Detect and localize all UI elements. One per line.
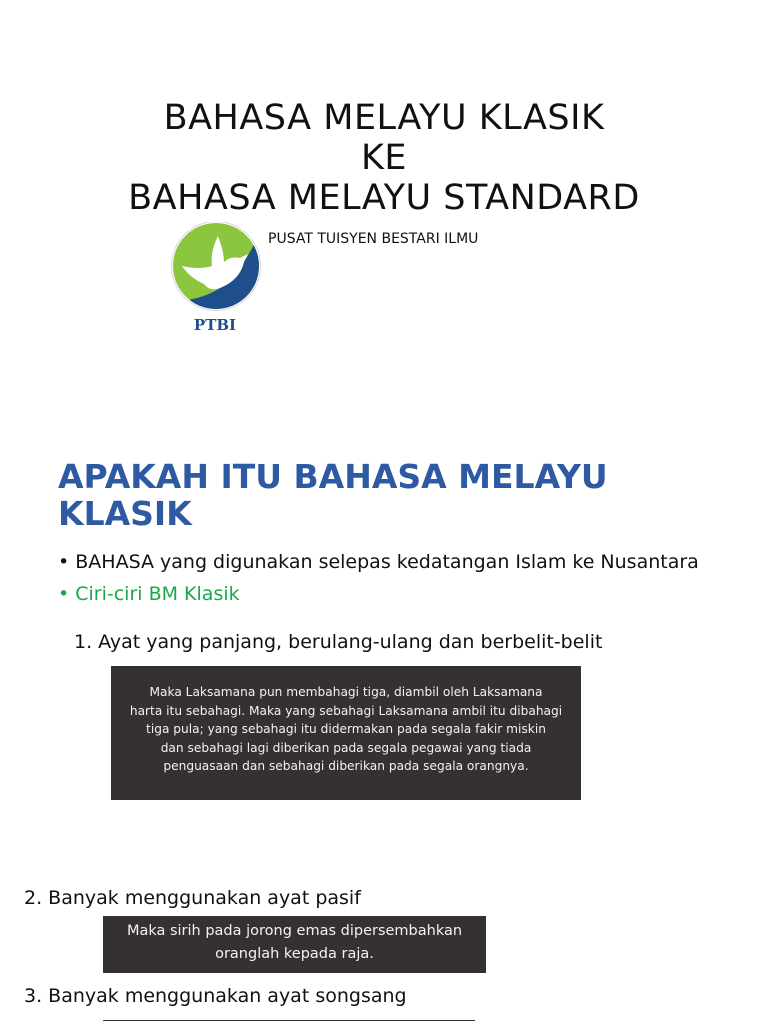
quote-box-2 bbox=[103, 916, 486, 973]
logo-text: PTBI bbox=[193, 316, 237, 334]
quote-2-line: oranglah kepada raja. bbox=[215, 946, 374, 962]
bullet-features: • Ciri-ciri BM Klasik bbox=[58, 583, 240, 605]
item-2-label: 2. Banyak menggunakan ayat pasif bbox=[24, 887, 361, 909]
slide-title bbox=[0, 98, 768, 218]
title-line-1: BAHASA MELAYU KLASIK bbox=[163, 98, 605, 138]
section-heading: APAKAH ITU BAHASA MELAYU KLASIK bbox=[58, 457, 608, 533]
subtitle: PUSAT TUISYEN BESTARI ILMU bbox=[268, 231, 479, 247]
quote-2-line: Maka sirih pada jorong emas dipersembahkan bbox=[126, 923, 463, 939]
bullet-definition: • BAHASA yang digunakan selepas kedatangan Islam ke Nusantara bbox=[58, 551, 699, 573]
quote-1-line: penguasaan dan sebahagi diberikan pada segala orangnya. bbox=[163, 759, 529, 773]
item-3-label: 3. Banyak menggunakan ayat songsang bbox=[24, 985, 407, 1007]
quote-box-1 bbox=[111, 666, 581, 800]
item-1-label: 1. Ayat yang panjang, berulang-ulang dan berbelit-belit bbox=[74, 631, 603, 653]
title-line-2: KE bbox=[360, 138, 408, 178]
quote-1-line: tiga pula; yang sebahagi itu didermakan pada segala fakir miskin bbox=[146, 722, 546, 736]
ptbi-logo bbox=[170, 222, 264, 334]
dove-icon bbox=[170, 222, 264, 334]
quote-1-line: harta itu sebahagi. Maka yang sebahagi Laksamana ambil itu dibahagi bbox=[129, 703, 563, 718]
quote-1-line: Maka Laksamana pun membahagi tiga, diambil oleh Laksamana bbox=[149, 685, 543, 699]
title-line-3: BAHASA MELAYU STANDARD bbox=[128, 178, 640, 218]
quote-box-3-partial bbox=[103, 1020, 475, 1025]
quote-1-line: dan sebahagi lagi diberikan pada segala pegawai yang tiada bbox=[160, 740, 532, 755]
